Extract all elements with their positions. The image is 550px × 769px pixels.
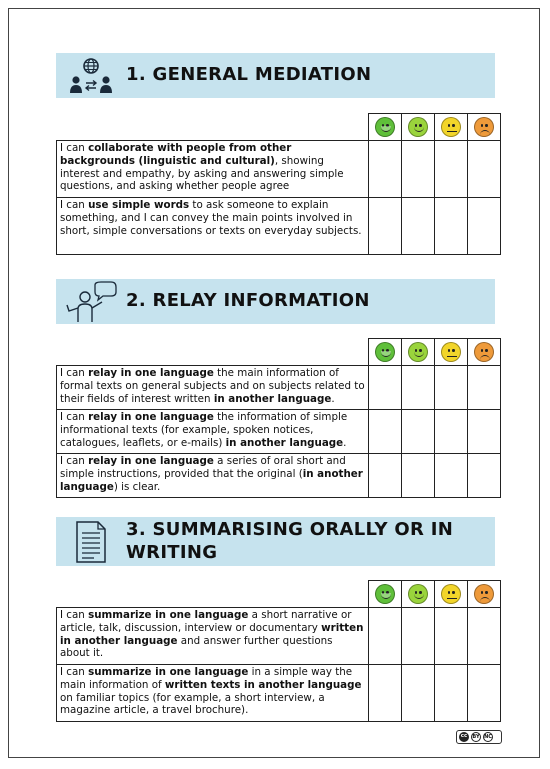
nc-mark: NC [483,732,493,742]
descriptor-text: I can collaborate with people from other backgrounds (linguistic and cultural), showing interest and empathy, by asking and answering simple questions, and asking whether people agree [57,141,369,198]
section-1-banner [56,53,495,98]
rating-cell-fair[interactable] [435,198,468,255]
rating-cell-poor[interactable] [468,366,501,410]
rating-cell-good[interactable] [402,665,435,722]
happy-face-icon [408,117,428,137]
descriptor-text: I can relay in one language the information of simple informational texts (for example, spoken notices, catalogues, leaflets, or e-mails) in another language. [57,410,369,454]
rating-very-good-header [369,114,402,141]
rating-header-row [57,581,501,608]
rating-cell-good[interactable] [402,454,435,498]
table-row [57,366,501,410]
rating-poor-header [468,114,501,141]
rating-cell-good[interactable] [402,608,435,665]
rating-very-good-header [369,581,402,608]
table-row [57,608,501,665]
sad-face-icon [474,117,494,137]
table-row [57,454,501,498]
section-2-title: 2. RELAY INFORMATION [126,290,370,312]
rating-cell-very-good[interactable] [369,366,402,410]
cc-by-nc-license-icon [456,730,502,744]
rating-cell-fair[interactable] [435,608,468,665]
descriptor-text: I can relay in one language the main information of formal texts on general subjects and on subjects related to their fields of interest written in another language. [57,366,369,410]
rating-cell-very-good[interactable] [369,608,402,665]
header-blank [57,339,369,366]
rating-cell-very-good[interactable] [369,454,402,498]
section-1-title: 1. GENERAL MEDIATION [126,64,372,86]
rating-header-row [57,339,501,366]
rating-cell-very-good[interactable] [369,665,402,722]
sad-face-icon [474,584,494,604]
rating-poor-header [468,339,501,366]
by-mark: BY [471,732,481,742]
descriptor-text: I can use simple words to ask someone to explain something, and I can convey the main points involved in short, simple conversations or texts on everyday subjects. [57,198,369,255]
table-row [57,198,501,255]
happy-face-icon [408,584,428,604]
table-row [57,410,501,454]
rating-fair-header [435,339,468,366]
rating-fair-header [435,581,468,608]
rating-cell-fair[interactable] [435,454,468,498]
neutral-face-icon [441,117,461,137]
rating-cell-very-good[interactable] [369,198,402,255]
neutral-face-icon [441,584,461,604]
rating-cell-poor[interactable] [468,608,501,665]
rating-cell-poor[interactable] [468,454,501,498]
rating-cell-poor[interactable] [468,141,501,198]
rating-cell-fair[interactable] [435,665,468,722]
table-row [57,141,501,198]
very-happy-face-icon [375,117,395,137]
descriptor-text: I can summarize in one language a short narrative or article, talk, discussion, interview or documentary written in another language and answer further questions about it. [57,608,369,665]
rating-good-header [402,581,435,608]
document-lines-icon [56,517,126,566]
rating-very-good-header [369,339,402,366]
rating-cell-poor[interactable] [468,198,501,255]
rating-good-header [402,114,435,141]
rating-fair-header [435,114,468,141]
sad-face-icon [474,342,494,362]
section-3-title: 3. SUMMARISING ORALLY OR IN WRITING [126,519,454,563]
rating-cell-fair[interactable] [435,410,468,454]
section-2-banner [56,279,495,324]
descriptor-text: I can relay in one language a series of oral short and simple instructions, provided that the original (in another language) is clear. [57,454,369,498]
section-3-banner [56,517,495,566]
very-happy-face-icon [375,584,395,604]
rating-cell-fair[interactable] [435,141,468,198]
cc-mark: cc [459,732,469,742]
person-speech-bubble-icon [56,279,126,324]
rating-cell-fair[interactable] [435,366,468,410]
section-2-table [56,338,501,498]
table-row [57,665,501,722]
rating-cell-good[interactable] [402,198,435,255]
happy-face-icon [408,342,428,362]
rating-header-row [57,114,501,141]
rating-cell-poor[interactable] [468,665,501,722]
section-1-table [56,113,501,255]
rating-cell-good[interactable] [402,410,435,454]
section-3-table [56,580,501,722]
neutral-face-icon [441,342,461,362]
rating-cell-poor[interactable] [468,410,501,454]
header-blank [57,581,369,608]
header-blank [57,114,369,141]
rating-poor-header [468,581,501,608]
rating-cell-good[interactable] [402,141,435,198]
people-globe-icon [56,53,126,98]
rating-cell-very-good[interactable] [369,410,402,454]
rating-cell-good[interactable] [402,366,435,410]
very-happy-face-icon [375,342,395,362]
rating-cell-very-good[interactable] [369,141,402,198]
rating-good-header [402,339,435,366]
descriptor-text: I can summarize in one language in a simple way the main information of written texts in another language on familiar topics (for example, a short interview, a magazine article, a travel brochure). [57,665,369,722]
